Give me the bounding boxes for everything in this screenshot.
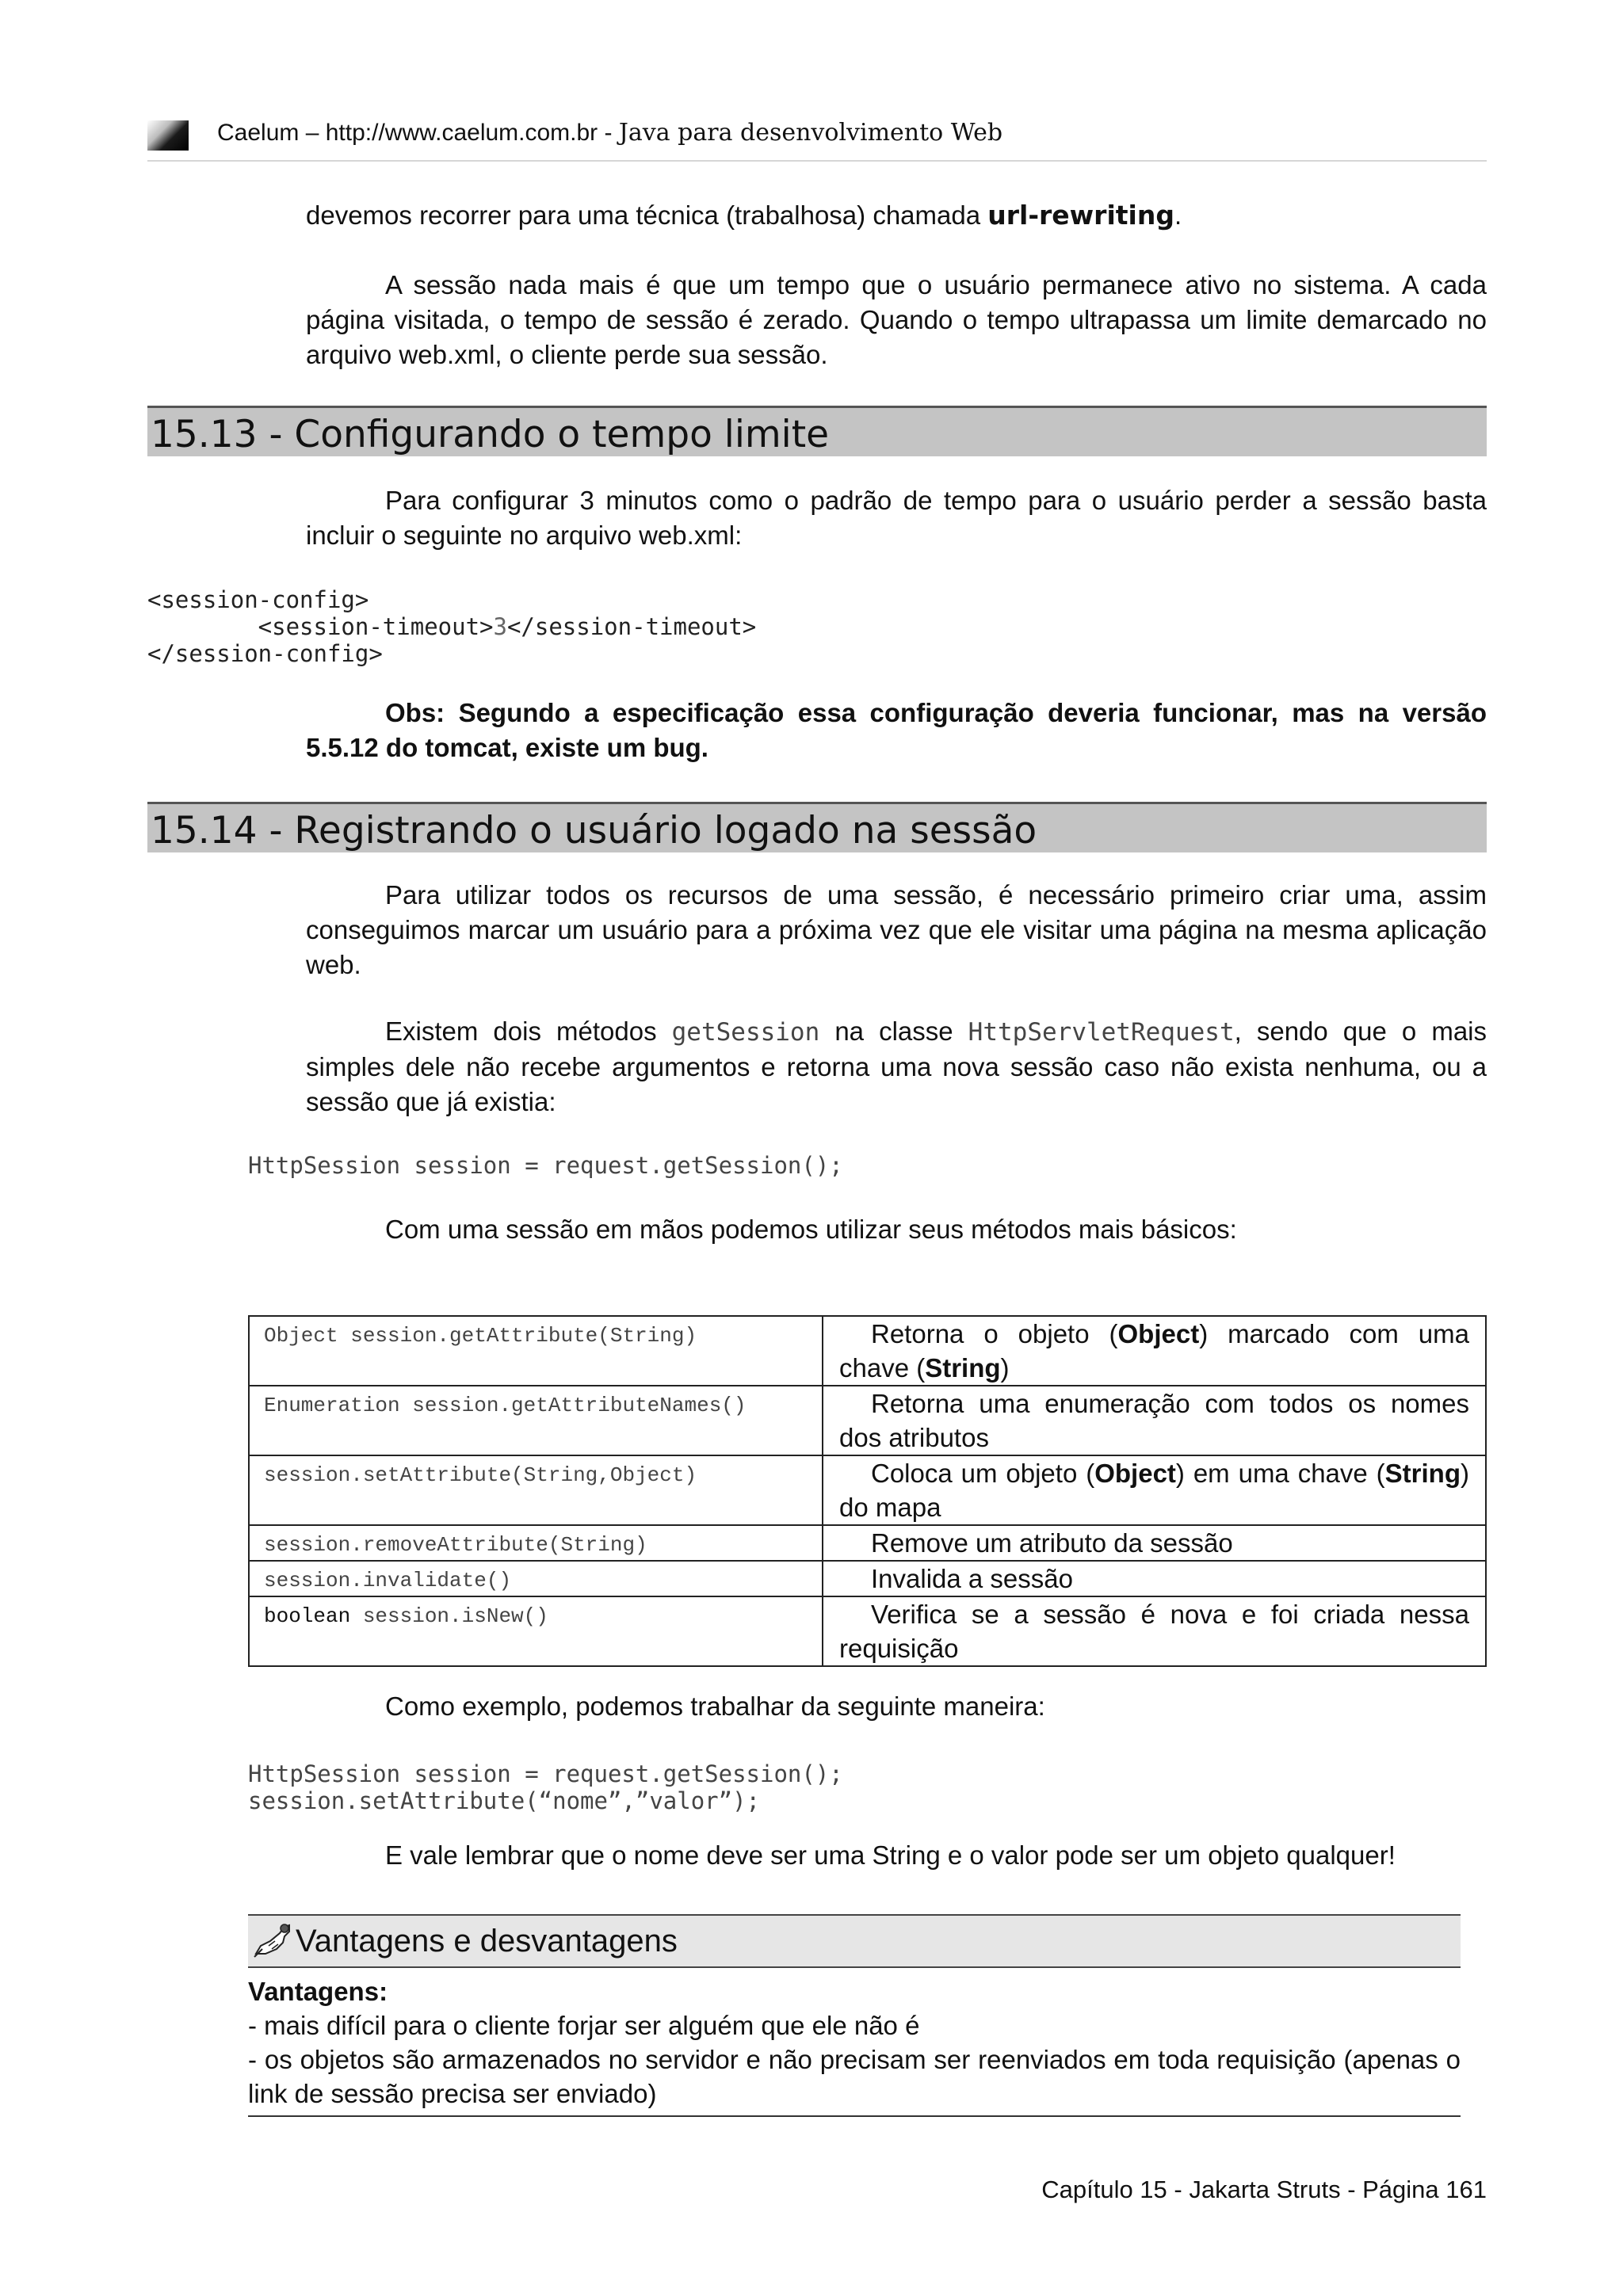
intro-period: . [1174,200,1182,230]
url-rewriting-term: url-rewriting [987,200,1174,231]
description-cell: Retorna o objeto (Object) marcado com uma chave (String) [823,1316,1486,1386]
table-row [249,1561,1486,1596]
code-line: </session-timeout> [506,613,757,640]
reminder-paragraph: E vale lembrar que o nome deve ser uma String e o valor pode ser um objeto qualquer! [385,1840,1396,1870]
caelum-logo [147,120,189,151]
paragraph-text: na classe [819,1016,968,1046]
table-row [249,1316,1486,1386]
description-cell: Remove um atributo da sessão [823,1525,1486,1561]
description-cell: Verifica se a sessão é nova e foi criada nessa requisição [823,1596,1486,1666]
advantages-box-title: Vantagens e desvantagens [296,1924,678,1958]
code-line: HttpSession session = request.getSession(); [248,1760,843,1787]
advantages-subtitle: Vantagens: [248,1977,388,2006]
session-paragraph-2 [306,1014,1487,1119]
intro-paragraph-text: A sessão nada mais é que um tempo que o usuário permanece ativo no sistema. A cada página visitada, o tempo de sessão é zerado. Quando o tempo ultrapassa um limite demarcado no arquivo web.xml, o cliente perde sua sessão. [306,270,1487,369]
table-row [249,1386,1486,1455]
table-row [249,1455,1486,1525]
header-text [217,119,1002,147]
paragraph-text: , sendo que o mais simples dele não recebe argumentos e retorna uma nova sessão caso não exista nenhuma, ou a sessão que já existia: [306,1016,1487,1116]
description-cell: Retorna uma enumeração com todos os nomes dos atributos [823,1386,1486,1455]
advantage-item: - mais difícil para o cliente forjar ser alguém que ele não é [248,2011,920,2040]
methods-intro: Com uma sessão em mãos podemos utilizar seus métodos mais básicos: [385,1215,1237,1244]
obs-note [306,696,1487,765]
page-footer: Capítulo 15 - Jakarta Struts - Página 161 [1041,2176,1487,2203]
paragraph-text: Para utilizar todos os recursos de uma sessão, é necessário primeiro criar uma, assim conseguimos marcar um usuário para a próxima vez que ele visitar uma página na mesma aplicação web. [306,880,1487,979]
header-book-title: Java para desenvolvimento Web [618,119,1003,147]
inline-code: getSession [671,1018,820,1047]
example-intro: Como exemplo, podemos trabalhar da seguinte maneira: [385,1691,1045,1721]
getsession-code: HttpSession session = request.getSession(); [248,1152,843,1179]
intro-paragraph [306,268,1487,372]
method-cell: session.invalidate() [249,1561,823,1596]
advantage-item: - os objetos são armazenados no servidor e não precisam ser reenviados em toda requisição (apenas o link de sessão precisa ser enviado) [248,2045,1461,2108]
section-title: 15.13 - Configurando o tempo limite [151,413,830,456]
code-line: session.setAttribute(“nome”,”valor”); [248,1787,761,1814]
code-value: 3 [493,613,507,640]
web-xml-code [147,586,756,667]
header-site: Caelum – http://www.caelum.com.br - [217,120,613,146]
obs-note-text: Obs: Segundo a especificação essa configuração deveria funcionar, mas na versão 5.5.12 do tomcat, existe um bug. [306,698,1487,762]
table-row [249,1596,1486,1666]
example-code [248,1760,843,1814]
method-cell: session.removeAttribute(String) [249,1525,823,1561]
code-line: <session-timeout> [147,613,494,640]
description-cell: Invalida a sessão [823,1561,1486,1596]
section-title: 15.14 - Registrando o usuário logado na sessão [151,809,1037,852]
table-row [249,1525,1486,1561]
paragraph-text: Existem dois métodos [385,1016,672,1046]
intro-text: devemos recorrer para uma técnica (trabalhosa) chamada [306,200,988,230]
method-cell: boolean session.isNew() [249,1596,823,1666]
method-cell: Object session.getAttribute(String) [249,1316,823,1386]
writing-hand-icon [253,1922,292,1958]
timeout-paragraph [306,483,1487,553]
code-line: <session-config> [147,586,369,613]
intro-line [306,198,1487,233]
timeout-paragraph-text: Para configurar 3 minutos como o padrão de tempo para o usuário perder a sessão basta incluir o seguinte no arquivo web.xml: [306,486,1487,550]
code-line: </session-config> [147,640,383,667]
section-heading-15-13 [147,406,1487,456]
advantages-box [248,1914,1461,2117]
session-paragraph-1 [306,878,1487,982]
page-header [147,117,1487,162]
method-cell: session.setAttribute(String,Object) [249,1455,823,1525]
section-heading-15-14 [147,802,1487,852]
advantages-box-body [248,1968,1461,2117]
inline-code: HttpServletRequest [968,1018,1235,1047]
session-methods-table [248,1315,1487,1667]
method-cell: Enumeration session.getAttributeNames() [249,1386,823,1455]
description-cell: Coloca um objeto (Object) em uma chave (String) do mapa [823,1455,1486,1525]
advantages-box-header [248,1914,1461,1968]
